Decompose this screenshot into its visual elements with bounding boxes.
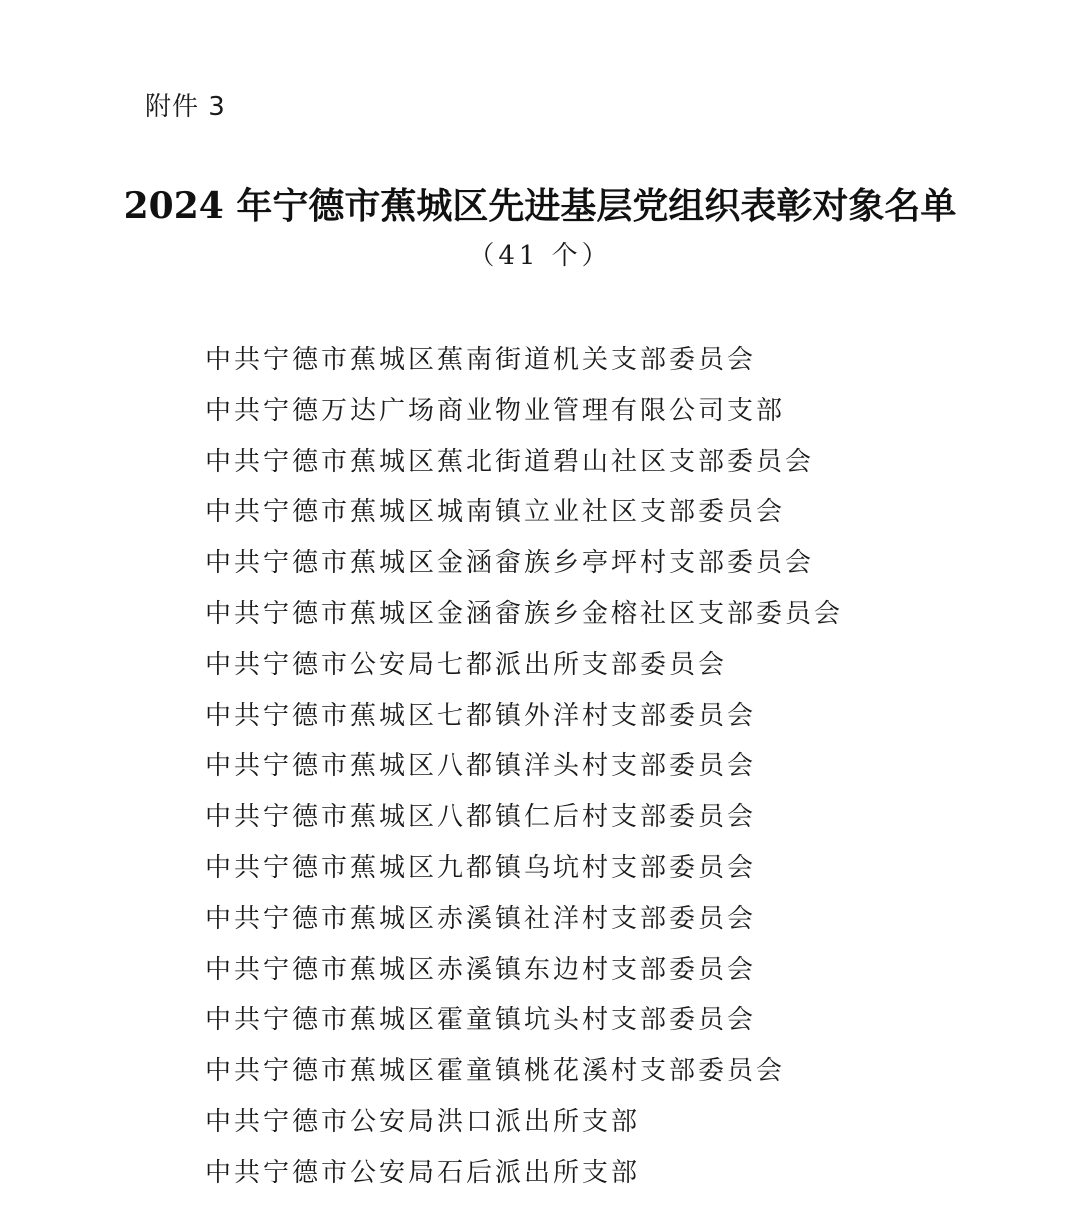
list-item: 中共宁德市蕉城区金涵畲族乡金榕社区支部委员会: [205, 598, 844, 629]
list-item: 中共宁德市蕉城区赤溪镇东边村支部委员会: [205, 954, 757, 985]
organization-list: [205, 335, 843, 1199]
list-item: 中共宁德市蕉城区八都镇仁后村支部委员会: [205, 802, 757, 833]
list-item: 中共宁德市蕉城区九都镇乌坑村支部委员会: [205, 852, 757, 883]
list-item: 中共宁德市蕉城区霍童镇桃花溪村支部委员会: [205, 1056, 786, 1087]
document-count: （41 个）: [468, 241, 612, 271]
list-item: 中共宁德市蕉城区蕉南街道机关支部委员会: [205, 345, 757, 375]
list-item: 中共宁德市蕉城区城南镇立业社区支部委员会: [205, 497, 786, 528]
attachment-label: 附件 3: [145, 92, 226, 122]
list-item: 中共宁德市蕉城区七都镇外洋村支部委员会: [205, 700, 757, 731]
document-title: 2024 年宁德市蕉城区先进基层党组织表彰对象名单: [123, 185, 957, 227]
list-item: 中共宁德市蕉城区金涵畲族乡亭坪村支部委员会: [205, 548, 815, 579]
list-item: 中共宁德市公安局洪口派出所支部: [205, 1106, 641, 1137]
list-item: 中共宁德市公安局七都派出所支部委员会: [205, 649, 728, 680]
list-item: 中共宁德市蕉城区霍童镇坑头村支部委员会: [205, 1005, 757, 1036]
list-item: 中共宁德市蕉城区蕉北街道碧山社区支部委员会: [205, 446, 815, 477]
list-item: 中共宁德市蕉城区八都镇洋头村支部委员会: [205, 751, 757, 782]
list-item: 中共宁德市蕉城区赤溪镇社洋村支部委员会: [205, 903, 757, 934]
list-item: 中共宁德万达广场商业物业管理有限公司支部: [205, 395, 786, 426]
list-item: 中共宁德市公安局石后派出所支部: [205, 1157, 641, 1188]
